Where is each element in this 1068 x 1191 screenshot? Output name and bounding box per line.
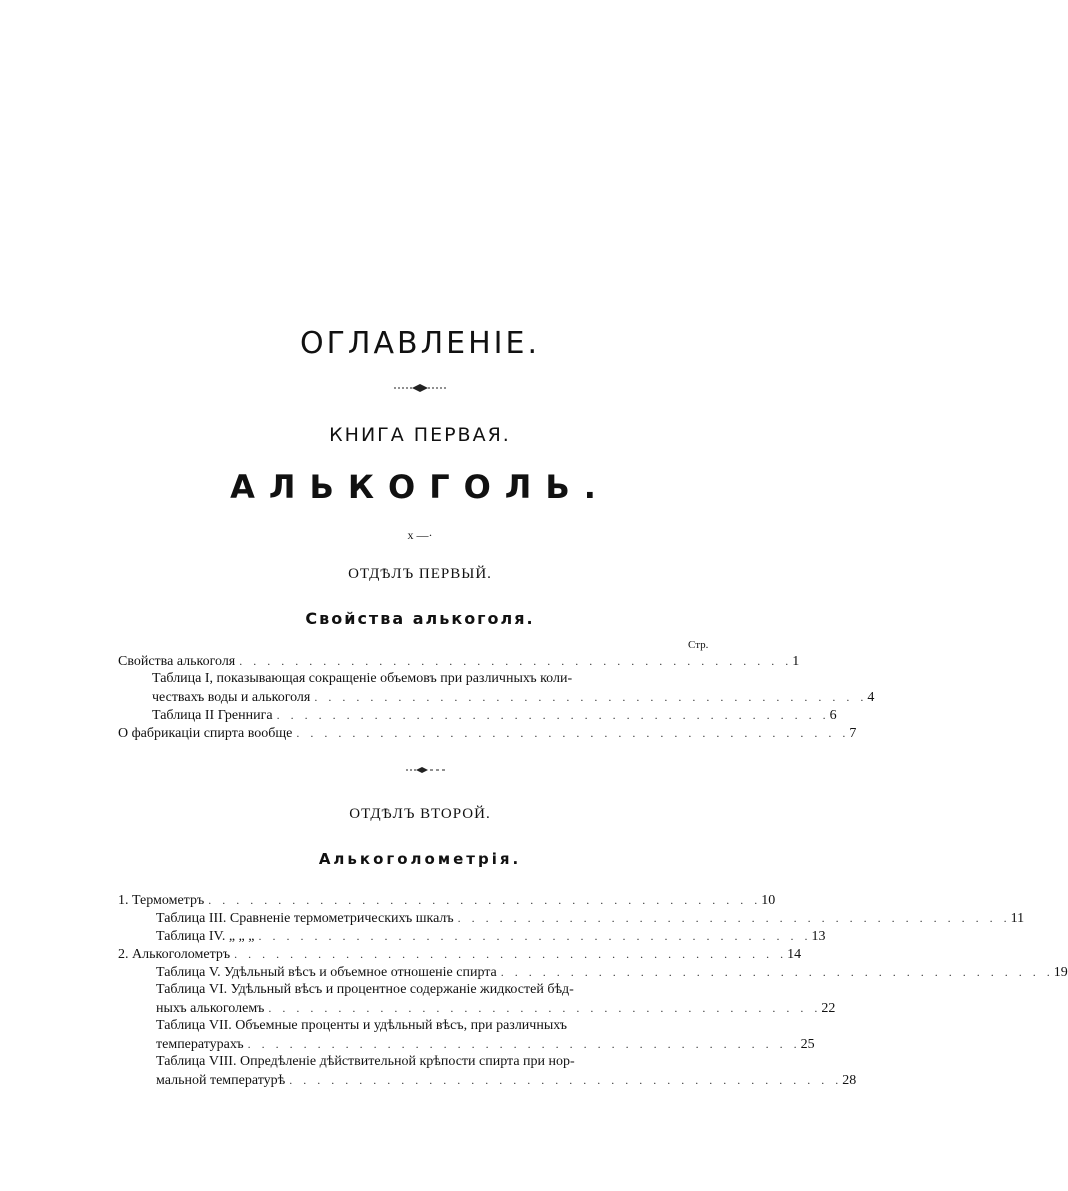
toc-entry-text: температурахъ (156, 1036, 248, 1054)
toc-entry (118, 670, 718, 688)
toc-entry-page: 14 (787, 947, 802, 962)
section-separator: x —· (407, 528, 433, 542)
toc-entry-page: 11 (1010, 911, 1025, 926)
book-name: АЛЬКОГОЛЬ. (230, 468, 610, 506)
toc-entry (118, 1053, 718, 1071)
ornament-divider-top (392, 383, 448, 393)
toc-entry-text: ныхъ алькоголемъ (156, 1000, 268, 1018)
toc-entry (118, 999, 836, 1017)
toc-entry-page: 6 (829, 708, 837, 723)
section-2-title: ОТДѢЛЪ ВТОРОЙ. (349, 806, 491, 822)
toc-entry (118, 945, 802, 963)
toc-entry-text: чествахъ воды и алькоголя (152, 689, 314, 707)
toc-entry (118, 909, 1025, 927)
toc-entry-page: 13 (811, 929, 826, 944)
ornament-divider-middle (404, 766, 448, 774)
toc-leader-dots: . . . . . . . . . . . . . . . . . . . . . . . . . . . . . . . . . . . . . . . . (289, 1073, 843, 1087)
section-1-title: ОТДѢЛЪ ПЕРВЫЙ. (348, 566, 492, 582)
section-1-subtitle: Свойства алькоголя. (305, 609, 535, 628)
toc-entry-text: 2. Алькоголометръ (118, 946, 234, 964)
toc-entry-text: Таблица III. Сравненіе термометрическихъ шкалъ (156, 910, 458, 928)
toc-leader-dots: . . . . . . . . . . . . . . . . . . . . . . . . . . . . . . . . . . . . . . . . (500, 965, 1054, 979)
toc-entry-text: Таблица VI. Удѣльный вѣсъ и процентное содержаніе жидкостей бѣд- (156, 981, 578, 999)
toc-leader-dots: . . . . . . . . . . . . . . . . . . . . . . . . . . . . . . . . . . . . . . . . (314, 690, 868, 704)
toc-entry (118, 652, 800, 670)
toc-entry-page: 28 (842, 1073, 857, 1088)
toc-entry (118, 1017, 718, 1035)
toc-entry (118, 1071, 857, 1089)
toc-leader-dots: . . . . . . . . . . . . . . . . . . . . . . . . . . . . . . . . . . . . . . . . (247, 1037, 801, 1051)
section-2-subtitle: Алькоголометрія. (318, 850, 522, 868)
toc-leader-dots: . . . . . . . . . . . . . . . . . . . . . . . . . . . . . . . . . . . . . . . . (208, 893, 762, 907)
toc-entry (118, 706, 837, 724)
toc-section-1 (118, 652, 875, 742)
toc-entry-page: 19 (1053, 965, 1068, 980)
toc-entry (118, 1035, 815, 1053)
toc-entry-page: 10 (761, 893, 776, 908)
toc-entry-text: Таблица VIII. Опредѣленіе дѣйствительной крѣпости спирта при нор- (156, 1053, 579, 1071)
toc-entry-text: Свойства алькоголя (118, 653, 239, 671)
toc-entry-text: Таблица VII. Объемные проценты и удѣльный вѣсъ, при различныхъ (156, 1017, 571, 1035)
toc-entry (118, 927, 826, 945)
toc-entry-page: 4 (867, 690, 875, 705)
toc-entry (118, 688, 875, 706)
toc-entry-page: 7 (849, 726, 857, 741)
toc-leader-dots: . . . . . . . . . . . . . . . . . . . . . . . . . . . . . . . . . . . . . . . . (239, 654, 793, 668)
toc-entry (118, 891, 776, 909)
toc-entry-text: 1. Термометръ (118, 892, 208, 910)
toc-entry (118, 981, 718, 999)
toc-leader-dots: . . . . . . . . . . . . . . . . . . . . . . . . . . . . . . . . . . . . . . . . (234, 947, 788, 961)
book-heading: КНИГА ПЕРВАЯ. (329, 424, 511, 446)
toc-entry-text: Таблица IV. „ „ „ (156, 928, 259, 946)
toc-entry-text: Таблица V. Удѣльный вѣсъ и объемное отношеніе спирта (156, 964, 501, 982)
page-column-label: Стр. (688, 639, 709, 651)
toc-leader-dots: . . . . . . . . . . . . . . . . . . . . . . . . . . . . . . . . . . . . . . . . (276, 708, 830, 722)
toc-entry-page: 1 (792, 654, 800, 669)
toc-entry-text: Таблица II Греннига (152, 707, 277, 725)
toc-entry-text: О фабрикаціи спирта вообще (118, 725, 296, 743)
toc-leader-dots: . . . . . . . . . . . . . . . . . . . . . . . . . . . . . . . . . . . . . . . . (296, 726, 850, 740)
page-title: ОГЛАВЛЕНІЕ. (300, 326, 540, 361)
toc-leader-dots: . . . . . . . . . . . . . . . . . . . . . . . . . . . . . . . . . . . . . . . . (457, 911, 1011, 925)
toc-entry-text: мальной температурѣ (156, 1072, 289, 1090)
toc-entry-text: Таблица I, показывающая сокращеніе объемовъ при различныхъ коли- (152, 670, 576, 688)
toc-entry-page: 25 (800, 1037, 815, 1052)
toc-leader-dots: . . . . . . . . . . . . . . . . . . . . . . . . . . . . . . . . . . . . . . . . (258, 929, 812, 943)
toc-entry (118, 963, 1068, 981)
toc-leader-dots: . . . . . . . . . . . . . . . . . . . . . . . . . . . . . . . . . . . . . . . . (268, 1001, 822, 1015)
toc-section-2 (118, 891, 1068, 1089)
toc-entry (118, 724, 857, 742)
toc-entry-page: 22 (821, 1001, 836, 1016)
